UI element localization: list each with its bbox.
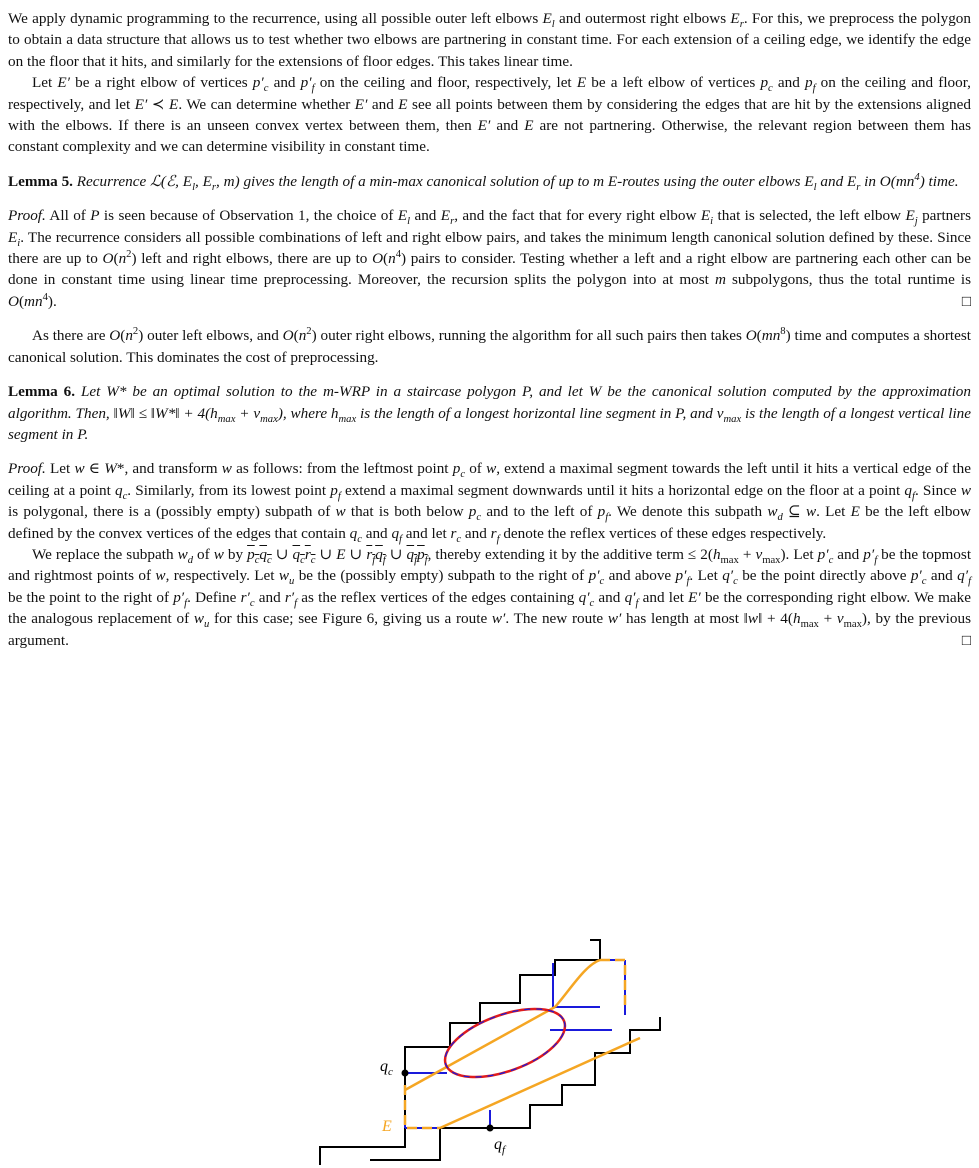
figure-6-diagram	[300, 935, 680, 1165]
extension-lines	[405, 960, 625, 1128]
label-qc: $q_c$	[380, 1058, 393, 1078]
proof-6: Proof. Let w ∈ W*, and transform w as follows: from the leftmost point $p_c$ of w, extend a maximal segment towards the left until it hits a vertical edge of the ceiling at a point $q_c$. Similarly, from its lowest point $p_f$ extend a maximal segment downwards until it hits a horizontal edge on the floor at a point $q_f$. Since w is polygonal, there is a (possibly empty) subpath of w that is both below $p_c$ and to the left of $p_f$. We denote this subpath $w_d$ ⊆ w. Let E be the left elbow defined by the convex vertices of the edges that contain $q_c$ and $q_f$ and let $r_c$ and $r_f$ denote the reflex vertices of these edges respectively.	[8, 460, 971, 545]
proof-5: Proof. All of P is seen because of Observation 1, the choice of $E_l$ and $E_r$, and the fact that for every right elbow $E_i$ that is selected, the left elbow $E_j$ partners $E_i$. The recurrence considers all possible combinations of left and right elbow pairs, and takes the minimum length canonical solution defined by these. Since there are up to $O(n^2)$ left and right elbows, there are up to $O(n^4)$ pairs to consider. Testing whether a left and a right elbow are partnering each other can be done in constant time using linear time preprocessing. Moreover, the recursion splits the polygon into at most m subpolygons, thus the total runtime is $O(mn^4)$. □	[8, 205, 971, 312]
lemma-5: Lemma 5. Recurrence ℒ(ℰ, $E_l$, $E_r$, m) gives the length of a min-max canonical solution of up to m E-routes using the outer elbows $E_l$ and $E_r$ in $O(mn^4)$ time.	[8, 171, 959, 193]
proof-5-heading: Proof.	[8, 207, 46, 225]
paragraph-3: As there are $O(n^2)$ outer left elbows, and $O(n^2)$ outer right elbows, running the algorithm for all such pairs then takes $O(mn^8)$ time and computes a shortest canonical solution. This dominates the cost of preprocessing.	[8, 326, 971, 366]
figure-6	[300, 935, 680, 1165]
point-qf	[487, 1125, 494, 1132]
paper-page	[8, 8, 971, 651]
lemma-6: Lemma 6. Let W* be an optimal solution to the m-WRP in a staircase polygon P, and let W be the canonical solution computed by the approximation algorithm. Then, ‖W‖ ≤ ‖W*‖ + $4(h_{max} + v_{max})$, where $h_{max}$ is the length of a longest horizontal line segment in P, and $v_{max}$ is the length of a longest vertical line segment in P.	[8, 383, 971, 443]
point-qc	[402, 1070, 409, 1077]
label-qf: $q_f$	[494, 1136, 506, 1156]
qed-symbol-2: □	[961, 631, 971, 649]
paragraph-4: We replace the subpath $w_d$ of w by $p_cq_c$ ∪ $q_cr_c$ ∪ E ∪ $r_fq_f$ ∪ $q_fp_f$, thereby extending it by the additive term ≤ $2(h_{max} + v_{max})$. Let $p'_c$ and $p'_f$ be the topmost and rightmost points of w, respectively. Let $w_u$ be the (possibly empty) subpath to the right of $p'_c$ and above $p'_f$. Let $q'_c$ be the point directly above $p'_c$ and $q'_f$ be the point to the right of $p'_f$. Define $r'_c$ and $r'_f$ as the reflex vertices of the edges containing $q'_c$ and $q'_f$ and let E′ be the corresponding right elbow. We make the analogous replacement of $w_u$ for this case; see Figure 6, giving us a route w′. The new route w′ has length at most ‖w‖ + $4(h_{max} + v_{max})$, by the previous argument. □	[8, 544, 971, 651]
qed-symbol: □	[961, 292, 971, 310]
elbow-lines	[405, 960, 640, 1128]
lemma-6-heading: Lemma 6.	[8, 383, 76, 401]
floor-staircase	[370, 1017, 660, 1160]
label-E: E	[382, 1118, 392, 1135]
paragraph-2: Let E′ be a right elbow of vertices $p'_c$ and $p'_f$ on the ceiling and floor, respectively, let E be a left elbow of vertices $p_c$ and $p_f$ on the ceiling and floor, respectively, and let E′ ≺ E. We can determine whether E′ and E see all points between them by considering the edges that are hit by the extensions aligned with the elbows. If there is an unseen convex vertex between them, then E′ and E are not partnering. Otherwise, the relevant region between them has constant complexity and we can determine visibility in constant time.	[8, 74, 971, 156]
lemma-5-heading: Lemma 5.	[8, 172, 73, 190]
proof-6-heading: Proof.	[8, 460, 46, 478]
paragraph-1: We apply dynamic programming to the recurrence, using all possible outer left elbows $E_l$ and outermost right elbows $E_r$. For this, we preprocess the polygon to obtain a data structure that allows us to test whether two elbows are partnering in constant time. For each extension of a ceiling edge, we identify the edge on the floor that it hits, and similarly for the extensions of floor edges. This takes linear time.	[8, 10, 971, 70]
ceiling-staircase	[320, 940, 600, 1165]
